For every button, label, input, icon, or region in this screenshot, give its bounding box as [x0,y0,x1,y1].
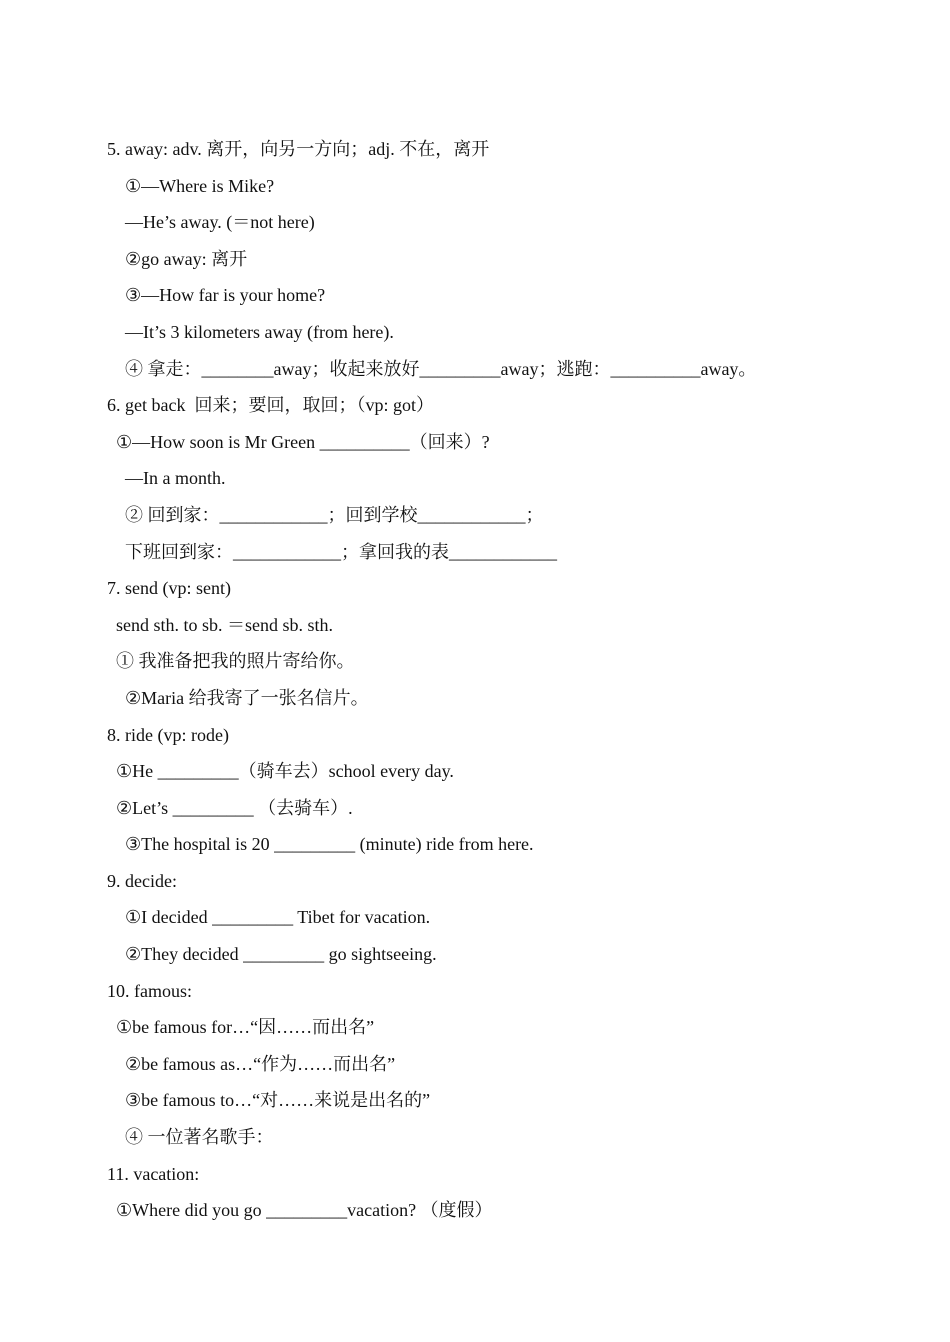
away-exercise-4: ④ 拿走：________away；收起来放好_________away；逃跑：__________away。 [125,358,757,379]
ride-exercise-1: ①He _________（骑车去）school every day. [116,761,454,782]
famous-note-3: ③be famous to…“对……来说是出名的” [125,1090,431,1111]
famous-note-2: ②be famous as…“作为……而出名” [125,1053,396,1074]
famous-exercise-4: ④ 一位著名歌手： [125,1127,274,1148]
away-example-3: ③—How far is your home? [125,285,326,306]
ride-exercise-2: ②Let’s _________ （去骑车）. [116,797,353,818]
send-exercise-2: ②Maria 给我寄了一张名信片。 [125,687,369,708]
away-example-1: ①—Where is Mike? [125,175,275,196]
worksheet-content [107,131,867,1229]
get-back-exercise-2: ② 回到家：____________；回到学校____________； [125,504,544,525]
heading-ride: 8. ride (vp: rode) [107,724,229,745]
heading-get-back: 6. get back 回来；要回，取回；（vp: got） [107,395,434,416]
away-example-2: ②go away: 离开 [125,248,248,269]
get-back-exercise-1: ①—How soon is Mr Green __________（回来）? [116,431,490,452]
ride-exercise-3: ③The hospital is 20 _________ (minute) ride from here. [125,834,534,855]
decide-exercise-1: ①I decided _________ Tibet for vacation. [125,907,431,928]
heading-send: 7. send (vp: sent) [107,578,231,599]
away-example-1-answer: —He’s away. (＝not here) [125,212,315,233]
away-example-3-answer: —It’s 3 kilometers away (from here). [125,321,394,342]
heading-famous: 10. famous: [107,980,192,1001]
get-back-exercise-1-answer: —In a month. [125,468,226,489]
send-structure: send sth. to sb. ＝send sb. sth. [116,614,334,635]
send-exercise-1: ① 我准备把我的照片寄给你。 [116,651,355,672]
heading-away: 5. away: adv. 离开，向另一方向；adj. 不在，离开 [107,139,490,159]
heading-decide: 9. decide: [107,870,177,891]
vacation-exercise-1: ①Where did you go _________vacation? （度假） [116,1200,493,1221]
get-back-exercise-2b: 下班回到家：____________；拿回我的表____________ [125,541,557,562]
heading-vacation: 11. vacation: [107,1163,200,1184]
decide-exercise-2: ②They decided _________ go sightseeing. [125,944,437,965]
famous-note-1: ①be famous for…“因……而出名” [116,1017,375,1038]
